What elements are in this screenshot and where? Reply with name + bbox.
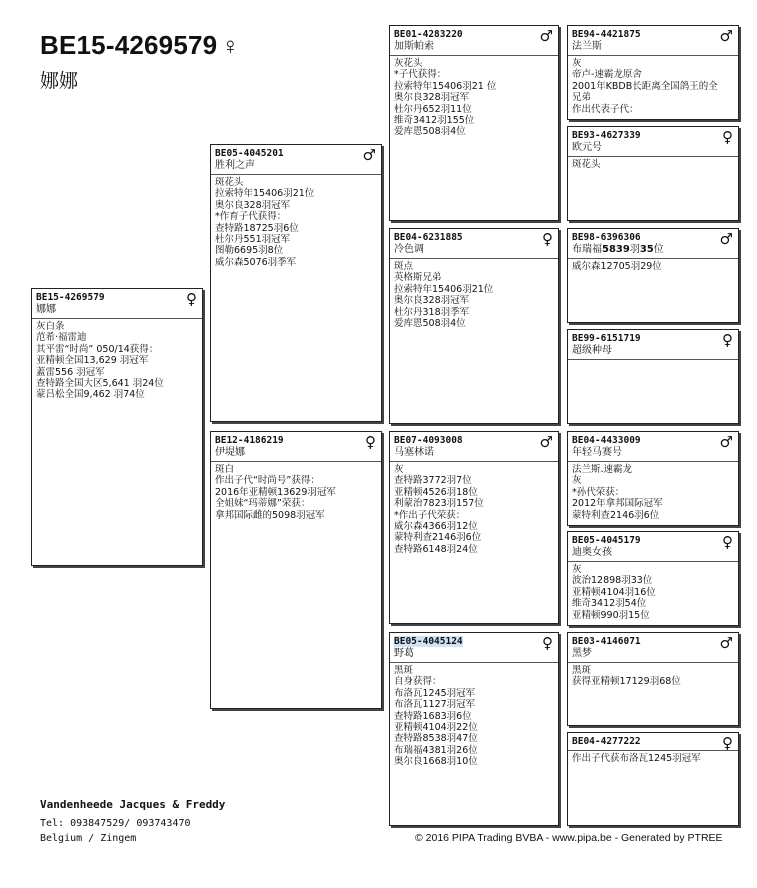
detail-line: 灰 xyxy=(572,475,582,487)
detail-line: 英格斯兄弟 xyxy=(394,272,442,284)
detail-line: 奥尔良328羽冠军 xyxy=(394,92,470,104)
detail-line: 斑花头 xyxy=(572,159,601,170)
pigeon-name: 加斯帕索 xyxy=(394,41,434,52)
detail-line: 获得亚精顿17129羽68位 xyxy=(572,676,681,688)
card-header xyxy=(568,26,738,56)
detail-line: 查特路6148羽24位 xyxy=(394,543,478,555)
detail-line: *作育子代获得： xyxy=(215,211,287,223)
detail-line: 斑点 xyxy=(394,261,414,272)
detail-line: 其平雷“时尚” 050/14获得： xyxy=(36,343,159,355)
detail-line: 布瑞福4381羽26位 xyxy=(394,744,478,756)
detail-line: 斑白 xyxy=(215,464,235,475)
detail-line: 亚精顿4104羽16位 xyxy=(572,586,656,598)
detail-line: 范希·福雷迪 xyxy=(36,332,87,344)
pigeon-name: 布瑞福5839羽35位 xyxy=(572,244,664,255)
ring-number[interactable]: BE12-4186219 xyxy=(215,435,284,446)
pigeon-card-dam-sire-sire[interactable] xyxy=(567,431,739,526)
detail-line: 拿邦国际雌的5098羽冠军 xyxy=(215,509,325,521)
detail-line: 灰 xyxy=(572,58,582,69)
pigeon-name: 娜娜 xyxy=(36,304,56,315)
card-header xyxy=(211,432,381,462)
ring-number[interactable]: BE04-4277222 xyxy=(572,736,641,747)
detail-line: 蒙吕松全国9,462 羽74位 xyxy=(36,389,145,401)
detail-line: 图勒6695羽8位 xyxy=(215,245,284,257)
detail-line: *作出子代荣获： xyxy=(394,509,466,521)
breeder-location: Belgium / Zingem xyxy=(40,833,137,844)
detail-line: 波治12898羽33位 xyxy=(572,575,653,587)
pigeon-details xyxy=(568,462,738,523)
pigeon-name: 年轻马赛号 xyxy=(572,447,622,458)
pigeon-name: 黑梦 xyxy=(572,648,592,659)
pigeon-details xyxy=(390,56,558,140)
pigeon-name: 马塞林诺 xyxy=(394,447,434,458)
detail-line: 威尔森12705羽29位 xyxy=(572,261,662,272)
pigeon-card-sire-sire-dam[interactable] xyxy=(567,126,739,221)
detail-line: 灰 xyxy=(572,564,582,575)
detail-line: 作出子代“时尚号”获得： xyxy=(215,475,320,487)
detail-line: 查特路1683羽6位 xyxy=(394,710,472,722)
page-subtitle-name: 娜娜 xyxy=(40,70,79,92)
pigeon-card-sire[interactable] xyxy=(210,144,382,422)
card-header xyxy=(568,432,738,462)
pigeon-details xyxy=(568,56,738,117)
detail-line: 亚精顿990羽15位 xyxy=(572,609,650,621)
detail-line: 维奇3412羽54位 xyxy=(572,598,647,610)
ring-number[interactable]: BE04-6231885 xyxy=(394,232,463,243)
detail-line: 布洛瓦1245羽冠军 xyxy=(394,687,476,699)
ring-number[interactable]: BE07-4093008 xyxy=(394,435,463,446)
ring-number[interactable]: BE99-6151719 xyxy=(572,333,641,344)
card-header xyxy=(390,229,558,259)
ring-number[interactable]: BE98-6396306 xyxy=(572,232,641,243)
pigeon-card-sire-dam-dam[interactable] xyxy=(567,329,739,424)
card-header xyxy=(390,26,558,56)
pigeon-card-dam-sire-dam[interactable] xyxy=(567,531,739,626)
detail-line: 杜尔丹652羽11位 xyxy=(394,103,472,115)
female-icon: ♀ xyxy=(221,33,240,60)
female-icon: ♀ xyxy=(365,433,376,451)
card-header xyxy=(390,432,558,462)
pigeon-card-dam-dam-dam[interactable] xyxy=(567,732,739,826)
card-header xyxy=(32,289,202,319)
pigeon-details xyxy=(568,663,738,690)
detail-line: 利蒙治7823羽157位 xyxy=(394,498,484,510)
detail-line: 维奇3412羽155位 xyxy=(394,115,475,127)
pigeon-card-subject[interactable] xyxy=(31,288,203,566)
pigeon-name: 超级种母 xyxy=(572,345,612,356)
female-icon: ♀ xyxy=(186,290,197,308)
detail-line: 2012年拿邦国际冠军 xyxy=(572,498,663,510)
ring-number[interactable]: BE15-4269579 xyxy=(36,292,105,303)
pigeon-card-sire-dam-sire[interactable] xyxy=(567,228,739,323)
card-header xyxy=(211,145,381,175)
ring-number[interactable]: BE05-4045201 xyxy=(215,148,284,159)
detail-line: 查特路全国大区5,641 羽24位 xyxy=(36,378,164,390)
detail-line: 2016年亚精顿13629羽冠军 xyxy=(215,486,336,498)
detail-line: 爱库恩508羽4位 xyxy=(394,318,466,330)
detail-line: 斑花头 xyxy=(215,177,244,188)
detail-line: 拉索特年15406羽21位 xyxy=(394,283,494,295)
breeder-tel: Tel: 093847529/ 093743470 xyxy=(40,818,191,829)
female-icon: ♀ xyxy=(722,128,733,146)
detail-line: 黑斑 xyxy=(394,665,414,676)
pigeon-details xyxy=(390,663,558,770)
pigeon-details xyxy=(568,157,738,172)
pigeon-name: 欧元号 xyxy=(572,142,602,153)
ring-number[interactable]: BE94-4421875 xyxy=(572,29,641,40)
pigeon-details xyxy=(568,360,738,364)
detail-line: 全姐妹“玛蒂娜”荣获： xyxy=(215,498,311,510)
detail-line: 爱库恩508羽4位 xyxy=(394,126,466,138)
male-icon: ♂ xyxy=(362,146,376,164)
detail-line: 蓋雷556 羽冠军 xyxy=(36,366,105,378)
detail-line: *子代获得： xyxy=(394,69,447,81)
male-icon: ♂ xyxy=(719,433,733,451)
detail-line: 奥尔良328羽冠军 xyxy=(215,199,291,211)
detail-line: 蒙特利查2146羽6位 xyxy=(572,509,660,521)
pigeon-details xyxy=(390,259,558,331)
detail-line: 拉索特年15406羽21 位 xyxy=(394,80,497,92)
ring-number[interactable]: BE93-4627339 xyxy=(572,130,641,141)
detail-line: 灰花头 xyxy=(394,58,423,69)
male-icon: ♂ xyxy=(539,27,553,45)
detail-line: 奥尔良328羽冠军 xyxy=(394,295,470,307)
title-ring: BE15-4269579 xyxy=(40,30,218,60)
card-header xyxy=(568,330,738,360)
detail-line: 灰 xyxy=(394,464,404,475)
detail-line: 查特路3772羽7位 xyxy=(394,475,472,487)
pigeon-details xyxy=(568,751,738,766)
detail-line: 2001年KBDB长距离全国鸽王的全 xyxy=(572,80,718,92)
card-header xyxy=(568,633,738,663)
pigeon-details xyxy=(32,319,202,403)
page-title xyxy=(40,30,240,61)
pigeon-card-dam-dam-sire[interactable] xyxy=(567,632,739,726)
pigeon-details xyxy=(568,259,738,274)
detail-line: 亚精顿4526羽18位 xyxy=(394,486,478,498)
detail-line: 法兰斯.速霸龙 xyxy=(572,464,633,475)
female-icon: ♀ xyxy=(542,230,553,248)
detail-line: *孙代荣获： xyxy=(572,486,625,498)
pigeon-card-sire-dam[interactable] xyxy=(389,228,559,424)
detail-line: 灰白条 xyxy=(36,321,65,332)
detail-line: 威尔森4366羽12位 xyxy=(394,521,478,533)
detail-line: 杜尔丹551羽冠军 xyxy=(215,234,291,246)
detail-line: 兄弟 xyxy=(572,92,592,104)
pigeon-details xyxy=(211,175,381,270)
detail-line: 作出子代获布洛瓦1245羽冠军 xyxy=(572,753,701,764)
footer-credit: © 2016 PIPA Trading BVBA - www.pipa.be - Generated by PTREE xyxy=(415,832,723,844)
pigeon-details xyxy=(568,562,738,623)
card-header xyxy=(390,633,558,663)
detail-line: 查特路18725羽6位 xyxy=(215,222,299,234)
ring-number[interactable]: BE05-4045179 xyxy=(572,535,641,546)
detail-line: 查特路8538羽47位 xyxy=(394,733,478,745)
ring-number-highlight: BE05-4045124 xyxy=(394,636,463,647)
ring-number[interactable]: BE03-4146071 xyxy=(572,636,641,647)
pigeon-name: 迪奥女孩 xyxy=(572,547,612,558)
detail-line: 蒙特利查2146羽6位 xyxy=(394,532,482,544)
detail-line: 杜尔丹318羽季军 xyxy=(394,306,470,318)
pigeon-name: 胜利之声 xyxy=(215,160,255,171)
breeder-name: Vandenheede Jacques & Freddy xyxy=(40,798,226,811)
detail-line: 奥尔良1668羽10位 xyxy=(394,756,478,768)
ring-number[interactable] xyxy=(394,635,554,648)
female-icon: ♀ xyxy=(722,734,733,752)
detail-line: 拉索特年15406羽21位 xyxy=(215,188,315,200)
male-icon: ♂ xyxy=(719,230,733,248)
pigeon-card-dam-sire[interactable] xyxy=(389,431,559,624)
pigeon-card-sire-sire-sire[interactable] xyxy=(567,25,739,120)
male-icon: ♂ xyxy=(719,27,733,45)
female-icon: ♀ xyxy=(722,331,733,349)
detail-line: 自身获得： xyxy=(394,676,442,688)
detail-line: 亚精顿全国13,629 羽冠军 xyxy=(36,355,149,367)
pigeon-name: 伊堤娜 xyxy=(215,447,245,458)
card-header xyxy=(568,229,738,259)
male-icon: ♂ xyxy=(539,433,553,451)
pigeon-name: 冷色调 xyxy=(394,244,424,255)
card-header xyxy=(568,733,738,751)
detail-line: 作出代表子代： xyxy=(572,103,639,115)
pigeon-card-dam-dam[interactable] xyxy=(389,632,559,826)
ring-number[interactable]: BE01-4283220 xyxy=(394,29,463,40)
pigeon-details xyxy=(211,462,381,523)
pigeon-card-sire-sire[interactable] xyxy=(389,25,559,221)
breeder-contact xyxy=(40,816,191,846)
ring-number[interactable]: BE04-4433009 xyxy=(572,435,641,446)
pigeon-name: 法兰斯 xyxy=(572,41,602,52)
pigeon-name: 野葛 xyxy=(394,648,414,659)
female-icon: ♀ xyxy=(722,533,733,551)
detail-line: 黑斑 xyxy=(572,665,592,676)
detail-line: 亚精顿4104羽22位 xyxy=(394,722,478,734)
female-icon: ♀ xyxy=(542,634,553,652)
detail-line: 帝卢-速霸龙原舍 xyxy=(572,69,642,81)
pigeon-card-dam[interactable] xyxy=(210,431,382,709)
card-header xyxy=(568,532,738,562)
detail-line: 威尔森5076羽季军 xyxy=(215,256,297,268)
detail-line: 布洛瓦1127羽冠军 xyxy=(394,699,476,711)
male-icon: ♂ xyxy=(719,634,733,652)
pigeon-details xyxy=(390,462,558,557)
card-header xyxy=(568,127,738,157)
